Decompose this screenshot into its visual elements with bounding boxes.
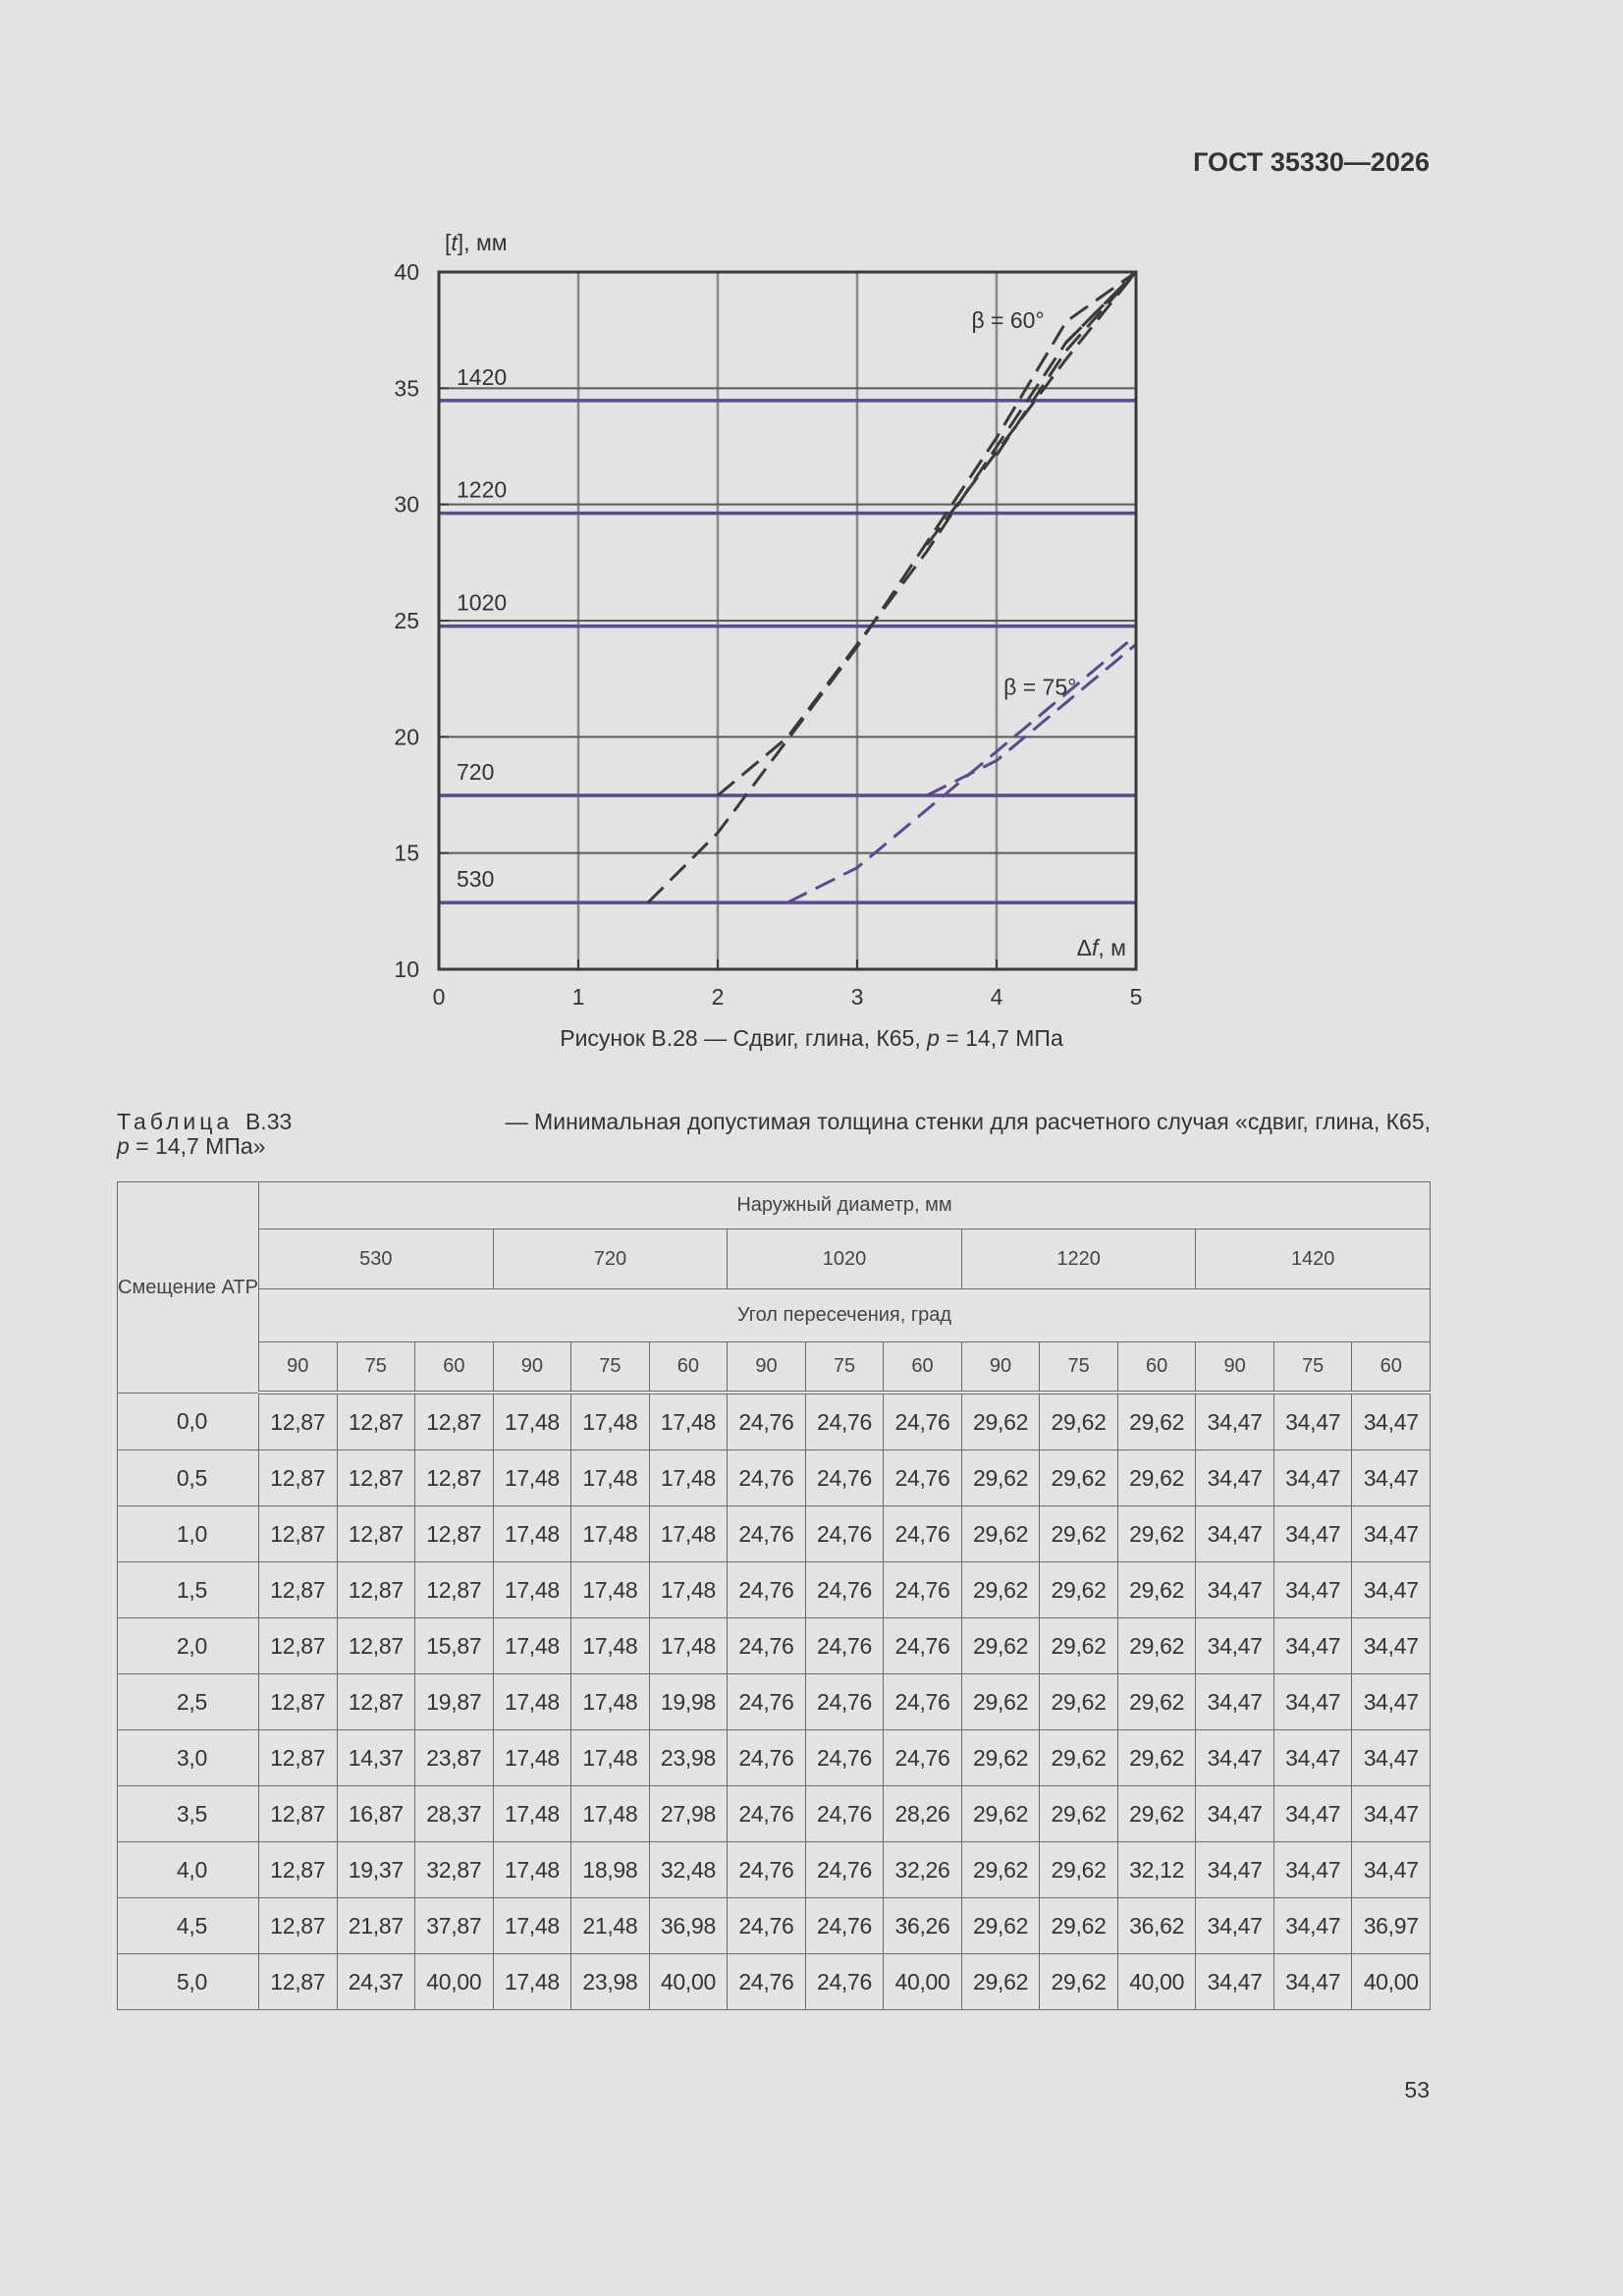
y-tick-label: 35 — [394, 375, 419, 402]
table-title — [117, 1110, 1431, 1159]
table-row — [118, 1393, 1431, 1450]
thickness-cell: 17,48 — [493, 1618, 571, 1674]
y-tick-label: 20 — [394, 724, 419, 750]
thickness-cell: 34,47 — [1273, 1730, 1352, 1786]
thickness-cell: 24,76 — [805, 1730, 884, 1786]
offset-cell: 2,0 — [118, 1618, 259, 1674]
table-row — [118, 1618, 1431, 1674]
y-tick-label: 10 — [394, 957, 419, 982]
thickness-cell: 34,47 — [1273, 1954, 1352, 2010]
x-axis-label: Δf, м — [1076, 935, 1126, 960]
thickness-cell: 12,87 — [337, 1618, 415, 1674]
thickness-cell: 12,87 — [259, 1674, 338, 1730]
table-row — [118, 1674, 1431, 1730]
thickness-cell: 29,62 — [961, 1898, 1040, 1954]
thickness-cell: 24,76 — [805, 1786, 884, 1842]
thickness-cell: 17,48 — [571, 1393, 650, 1450]
thickness-cell: 17,48 — [571, 1506, 650, 1562]
thickness-cell: 17,48 — [493, 1506, 571, 1562]
thickness-cell: 24,76 — [805, 1674, 884, 1730]
thickness-cell: 29,62 — [1117, 1618, 1196, 1674]
annotation-beta-60: β = 60° — [971, 306, 1045, 333]
thickness-cell: 12,87 — [259, 1730, 338, 1786]
thickness-cell: 17,48 — [649, 1393, 728, 1450]
y-axis-label: [t], мм — [445, 230, 508, 255]
thickness-cell: 12,87 — [259, 1450, 338, 1506]
thickness-cell: 34,47 — [1196, 1954, 1274, 2010]
thickness-cell: 19,37 — [337, 1842, 415, 1898]
thickness-cell: 24,76 — [884, 1618, 962, 1674]
diameter-line-label: 530 — [457, 866, 495, 893]
series-line-beta60 — [997, 272, 1136, 455]
thickness-cell: 40,00 — [884, 1954, 962, 2010]
thickness-cell: 24,76 — [728, 1618, 806, 1674]
thickness-cell: 40,00 — [649, 1954, 728, 2010]
thickness-cell: 16,87 — [337, 1786, 415, 1842]
thickness-cell: 29,62 — [1040, 1506, 1118, 1562]
page-number: 53 — [1404, 2077, 1430, 2103]
diameter-header: Наружный диаметр, мм — [259, 1182, 1431, 1230]
thickness-cell: 29,62 — [961, 1842, 1040, 1898]
thickness-cell: 17,48 — [571, 1618, 650, 1674]
thickness-cell: 34,47 — [1352, 1393, 1431, 1450]
thickness-cell: 24,76 — [728, 1674, 806, 1730]
angle-cell: 60 — [884, 1342, 962, 1394]
thickness-cell: 24,76 — [884, 1393, 962, 1450]
diameter-1420: 1420 — [1196, 1230, 1431, 1289]
thickness-cell: 29,62 — [1117, 1786, 1196, 1842]
thickness-cell: 29,62 — [961, 1618, 1040, 1674]
angle-cell: 60 — [415, 1342, 494, 1394]
thickness-cell: 32,26 — [884, 1842, 962, 1898]
thickness-cell: 23,87 — [415, 1730, 494, 1786]
thickness-cell: 29,62 — [1040, 1562, 1118, 1618]
thickness-cell: 36,62 — [1117, 1898, 1196, 1954]
thickness-cell: 29,62 — [961, 1450, 1040, 1506]
thickness-cell: 34,47 — [1196, 1898, 1274, 1954]
y-tick-label: 15 — [394, 840, 419, 866]
thickness-cell: 34,47 — [1352, 1674, 1431, 1730]
table-row — [118, 1562, 1431, 1618]
thickness-cell: 32,87 — [415, 1842, 494, 1898]
thickness-cell: 19,98 — [649, 1674, 728, 1730]
series-line-beta60 — [1066, 272, 1136, 343]
table-body — [118, 1393, 1431, 2010]
thickness-cell: 34,47 — [1352, 1842, 1431, 1898]
thickness-cell: 27,98 — [649, 1786, 728, 1842]
angle-cell: 75 — [805, 1342, 884, 1394]
table-row — [118, 1898, 1431, 1954]
thickness-cell: 17,48 — [493, 1730, 571, 1786]
offset-cell: 3,0 — [118, 1730, 259, 1786]
thickness-cell: 12,87 — [259, 1618, 338, 1674]
thickness-cell: 17,48 — [493, 1562, 571, 1618]
thickness-cell: 24,76 — [728, 1730, 806, 1786]
thickness-cell: 19,87 — [415, 1674, 494, 1730]
figure-chart — [363, 221, 1188, 1016]
thickness-cell: 12,87 — [259, 1954, 338, 2010]
diameter-720: 720 — [493, 1230, 728, 1289]
thickness-cell: 29,62 — [961, 1674, 1040, 1730]
thickness-cell: 34,47 — [1196, 1730, 1274, 1786]
diameter-row — [118, 1230, 1431, 1289]
thickness-cell: 34,47 — [1273, 1506, 1352, 1562]
thickness-cell: 24,76 — [728, 1786, 806, 1842]
thickness-cell: 29,62 — [1040, 1618, 1118, 1674]
thickness-cell: 34,47 — [1273, 1842, 1352, 1898]
table-title-p: p — [117, 1133, 130, 1159]
table-row — [118, 1506, 1431, 1562]
thickness-cell: 34,47 — [1273, 1450, 1352, 1506]
angle-cell: 60 — [649, 1342, 728, 1394]
angle-cell: 75 — [1273, 1342, 1352, 1394]
thickness-cell: 24,76 — [728, 1898, 806, 1954]
thickness-cell: 29,62 — [1117, 1450, 1196, 1506]
thickness-cell: 12,87 — [415, 1393, 494, 1450]
thickness-cell: 29,62 — [1040, 1898, 1118, 1954]
angle-cell: 60 — [1352, 1342, 1431, 1394]
thickness-cell: 29,62 — [1117, 1730, 1196, 1786]
thickness-cell: 17,48 — [493, 1674, 571, 1730]
x-tick-label: 1 — [571, 984, 585, 1010]
thickness-cell: 17,48 — [493, 1450, 571, 1506]
thickness-cell: 29,62 — [961, 1506, 1040, 1562]
thickness-cell: 29,62 — [1040, 1674, 1118, 1730]
thickness-cell: 34,47 — [1352, 1786, 1431, 1842]
thickness-cell: 32,48 — [649, 1842, 728, 1898]
thickness-cell: 28,37 — [415, 1786, 494, 1842]
thickness-cell: 34,47 — [1352, 1506, 1431, 1562]
thickness-cell: 24,76 — [805, 1506, 884, 1562]
series-line-beta60 — [648, 272, 1136, 902]
thickness-cell: 17,48 — [571, 1674, 650, 1730]
thickness-cell: 29,62 — [961, 1954, 1040, 2010]
thickness-cell: 29,62 — [1040, 1730, 1118, 1786]
thickness-cell: 40,00 — [1117, 1954, 1196, 2010]
offset-cell: 3,5 — [118, 1786, 259, 1842]
thickness-cell: 12,87 — [415, 1562, 494, 1618]
thickness-cell: 34,47 — [1352, 1730, 1431, 1786]
figure-caption — [0, 1025, 1623, 1052]
thickness-cell: 24,76 — [805, 1898, 884, 1954]
thickness-cell: 24,37 — [337, 1954, 415, 2010]
diameter-line-label: 1020 — [457, 589, 508, 616]
thickness-cell: 29,62 — [961, 1730, 1040, 1786]
thickness-cell: 29,62 — [1040, 1954, 1118, 2010]
thickness-cell: 29,62 — [961, 1562, 1040, 1618]
thickness-cell: 24,76 — [728, 1506, 806, 1562]
thickness-cell: 24,76 — [728, 1393, 806, 1450]
diameter-line-label: 720 — [457, 758, 495, 785]
offset-cell: 0,0 — [118, 1393, 259, 1450]
thickness-cell: 34,47 — [1196, 1786, 1274, 1842]
thickness-cell: 29,62 — [1040, 1393, 1118, 1450]
thickness-cell: 24,76 — [805, 1393, 884, 1450]
thickness-cell: 32,12 — [1117, 1842, 1196, 1898]
table-row — [118, 1730, 1431, 1786]
y-tick-label: 40 — [394, 259, 419, 285]
thickness-cell: 12,87 — [337, 1506, 415, 1562]
thickness-cell: 17,48 — [571, 1562, 650, 1618]
thickness-cell: 34,47 — [1273, 1618, 1352, 1674]
thickness-cell: 12,87 — [337, 1393, 415, 1450]
thickness-cell: 24,76 — [805, 1450, 884, 1506]
offset-cell: 4,5 — [118, 1898, 259, 1954]
thickness-cell: 34,47 — [1273, 1674, 1352, 1730]
offset-cell: 0,5 — [118, 1450, 259, 1506]
thickness-cell: 34,47 — [1196, 1842, 1274, 1898]
angle-cell: 90 — [259, 1342, 338, 1394]
thickness-cell: 34,47 — [1196, 1562, 1274, 1618]
thickness-cell: 17,48 — [571, 1730, 650, 1786]
thickness-cell: 24,76 — [805, 1842, 884, 1898]
thickness-cell: 24,76 — [884, 1730, 962, 1786]
thickness-cell: 12,87 — [337, 1674, 415, 1730]
table-row — [118, 1954, 1431, 2010]
offset-cell: 1,5 — [118, 1562, 259, 1618]
thickness-cell: 17,48 — [649, 1618, 728, 1674]
thickness-cell: 24,76 — [728, 1562, 806, 1618]
thickness-cell: 18,98 — [571, 1842, 650, 1898]
thickness-cell: 34,47 — [1352, 1562, 1431, 1618]
thickness-cell: 29,62 — [1117, 1393, 1196, 1450]
offset-cell: 5,0 — [118, 1954, 259, 2010]
thickness-cell: 40,00 — [415, 1954, 494, 2010]
thickness-cell: 12,87 — [259, 1898, 338, 1954]
thickness-cell: 24,76 — [884, 1674, 962, 1730]
thickness-cell: 29,62 — [961, 1786, 1040, 1842]
caption-suffix: = 14,7 МПа — [939, 1025, 1063, 1051]
standard-header: ГОСТ 35330—2026 — [1193, 147, 1430, 177]
thickness-cell: 24,76 — [805, 1618, 884, 1674]
thickness-cell: 17,48 — [493, 1393, 571, 1450]
thickness-cell: 24,76 — [884, 1506, 962, 1562]
thickness-cell: 17,48 — [649, 1562, 728, 1618]
thickness-cell: 17,48 — [493, 1954, 571, 2010]
thickness-cell: 29,62 — [961, 1393, 1040, 1450]
thickness-cell: 12,87 — [259, 1393, 338, 1450]
thickness-cell: 24,76 — [728, 1842, 806, 1898]
thickness-table — [117, 1181, 1431, 2010]
thickness-cell: 24,76 — [728, 1450, 806, 1506]
thickness-cell: 29,62 — [1040, 1842, 1118, 1898]
thickness-cell: 34,47 — [1196, 1618, 1274, 1674]
thickness-cell: 34,47 — [1196, 1506, 1274, 1562]
thickness-cell: 17,48 — [493, 1786, 571, 1842]
thickness-cell: 24,76 — [884, 1562, 962, 1618]
thickness-cell: 12,87 — [415, 1450, 494, 1506]
thickness-cell: 23,98 — [649, 1730, 728, 1786]
table-row — [118, 1450, 1431, 1506]
thickness-cell: 34,47 — [1352, 1450, 1431, 1506]
caption-p: p — [927, 1025, 940, 1051]
annotation-beta-75: β = 75° — [1003, 674, 1077, 700]
table-title-number: В.33 — [244, 1109, 293, 1134]
diameter-530: 530 — [259, 1230, 494, 1289]
x-tick-label: 0 — [432, 984, 446, 1010]
thickness-cell: 34,47 — [1273, 1562, 1352, 1618]
thickness-cell: 21,87 — [337, 1898, 415, 1954]
table-title-text: — Минимальная допустимая толщина стенки для расчетного случая «сдвиг, глина, К65, — [505, 1109, 1431, 1134]
diameter-line-label: 1420 — [457, 363, 508, 390]
thickness-cell: 29,62 — [1040, 1786, 1118, 1842]
thickness-cell: 37,87 — [415, 1898, 494, 1954]
offset-cell: 2,5 — [118, 1674, 259, 1730]
series-line-beta60 — [718, 272, 1136, 795]
thickness-cell: 12,87 — [337, 1562, 415, 1618]
offset-header: Смещение АТР — [118, 1182, 259, 1394]
diameter-line-label: 1220 — [457, 476, 508, 503]
thickness-cell: 12,87 — [259, 1842, 338, 1898]
thickness-cell: 34,47 — [1273, 1393, 1352, 1450]
thickness-cell: 40,00 — [1352, 1954, 1431, 2010]
y-tick-label: 25 — [394, 608, 419, 633]
x-tick-label: 4 — [990, 984, 1003, 1010]
angle-cell: 75 — [337, 1342, 415, 1394]
thickness-cell: 17,48 — [571, 1786, 650, 1842]
angle-header: Угол пересечения, град — [259, 1289, 1431, 1342]
angle-cell: 90 — [728, 1342, 806, 1394]
thickness-cell: 24,76 — [728, 1954, 806, 2010]
thickness-cell: 24,76 — [805, 1562, 884, 1618]
thickness-cell: 12,87 — [259, 1506, 338, 1562]
thickness-cell: 15,87 — [415, 1618, 494, 1674]
thickness-cell: 21,48 — [571, 1898, 650, 1954]
x-tick-label: 2 — [711, 984, 725, 1010]
thickness-cell: 24,76 — [884, 1450, 962, 1506]
angle-row — [118, 1342, 1431, 1394]
caption-prefix: Рисунок В.28 — Сдвиг, глина, К65, — [560, 1025, 928, 1051]
thickness-cell: 29,62 — [1040, 1450, 1118, 1506]
series-line-beta75 — [927, 644, 1136, 795]
thickness-cell: 34,47 — [1196, 1393, 1274, 1450]
thickness-cell: 34,47 — [1196, 1450, 1274, 1506]
table-title-rest: = 14,7 МПа» — [129, 1133, 266, 1159]
thickness-cell: 17,48 — [649, 1506, 728, 1562]
thickness-cell: 36,98 — [649, 1898, 728, 1954]
angle-cell: 90 — [493, 1342, 571, 1394]
thickness-cell: 12,87 — [259, 1786, 338, 1842]
thickness-cell: 14,37 — [337, 1730, 415, 1786]
thickness-cell: 17,48 — [571, 1450, 650, 1506]
x-tick-label: 5 — [1129, 984, 1143, 1010]
thickness-cell: 17,48 — [493, 1898, 571, 1954]
series-line-beta75 — [787, 635, 1136, 902]
angle-cell: 90 — [961, 1342, 1040, 1394]
diameter-1020: 1020 — [728, 1230, 962, 1289]
table-row — [118, 1842, 1431, 1898]
angle-cell: 90 — [1196, 1342, 1274, 1394]
thickness-cell: 12,87 — [337, 1450, 415, 1506]
offset-cell: 1,0 — [118, 1506, 259, 1562]
offset-cell: 4,0 — [118, 1842, 259, 1898]
table-row — [118, 1786, 1431, 1842]
thickness-cell: 29,62 — [1117, 1674, 1196, 1730]
thickness-cell: 12,87 — [259, 1562, 338, 1618]
angle-cell: 75 — [1040, 1342, 1118, 1394]
thickness-cell: 29,62 — [1117, 1506, 1196, 1562]
diameter-1220: 1220 — [961, 1230, 1196, 1289]
thickness-cell: 17,48 — [649, 1450, 728, 1506]
thickness-cell: 34,47 — [1273, 1898, 1352, 1954]
angle-cell: 75 — [571, 1342, 650, 1394]
thickness-cell: 12,87 — [415, 1506, 494, 1562]
thickness-cell: 36,97 — [1352, 1898, 1431, 1954]
thickness-cell: 36,26 — [884, 1898, 962, 1954]
table-title-label: Таблица — [117, 1109, 234, 1134]
thickness-cell: 24,76 — [805, 1954, 884, 2010]
thickness-cell: 17,48 — [493, 1842, 571, 1898]
thickness-cell: 29,62 — [1117, 1562, 1196, 1618]
thickness-cell: 34,47 — [1352, 1618, 1431, 1674]
y-tick-label: 30 — [394, 491, 419, 518]
thickness-cell: 34,47 — [1196, 1674, 1274, 1730]
x-tick-label: 3 — [850, 984, 864, 1010]
thickness-cell: 34,47 — [1273, 1786, 1352, 1842]
angle-cell: 60 — [1117, 1342, 1196, 1394]
thickness-cell: 28,26 — [884, 1786, 962, 1842]
thickness-cell: 23,98 — [571, 1954, 650, 2010]
